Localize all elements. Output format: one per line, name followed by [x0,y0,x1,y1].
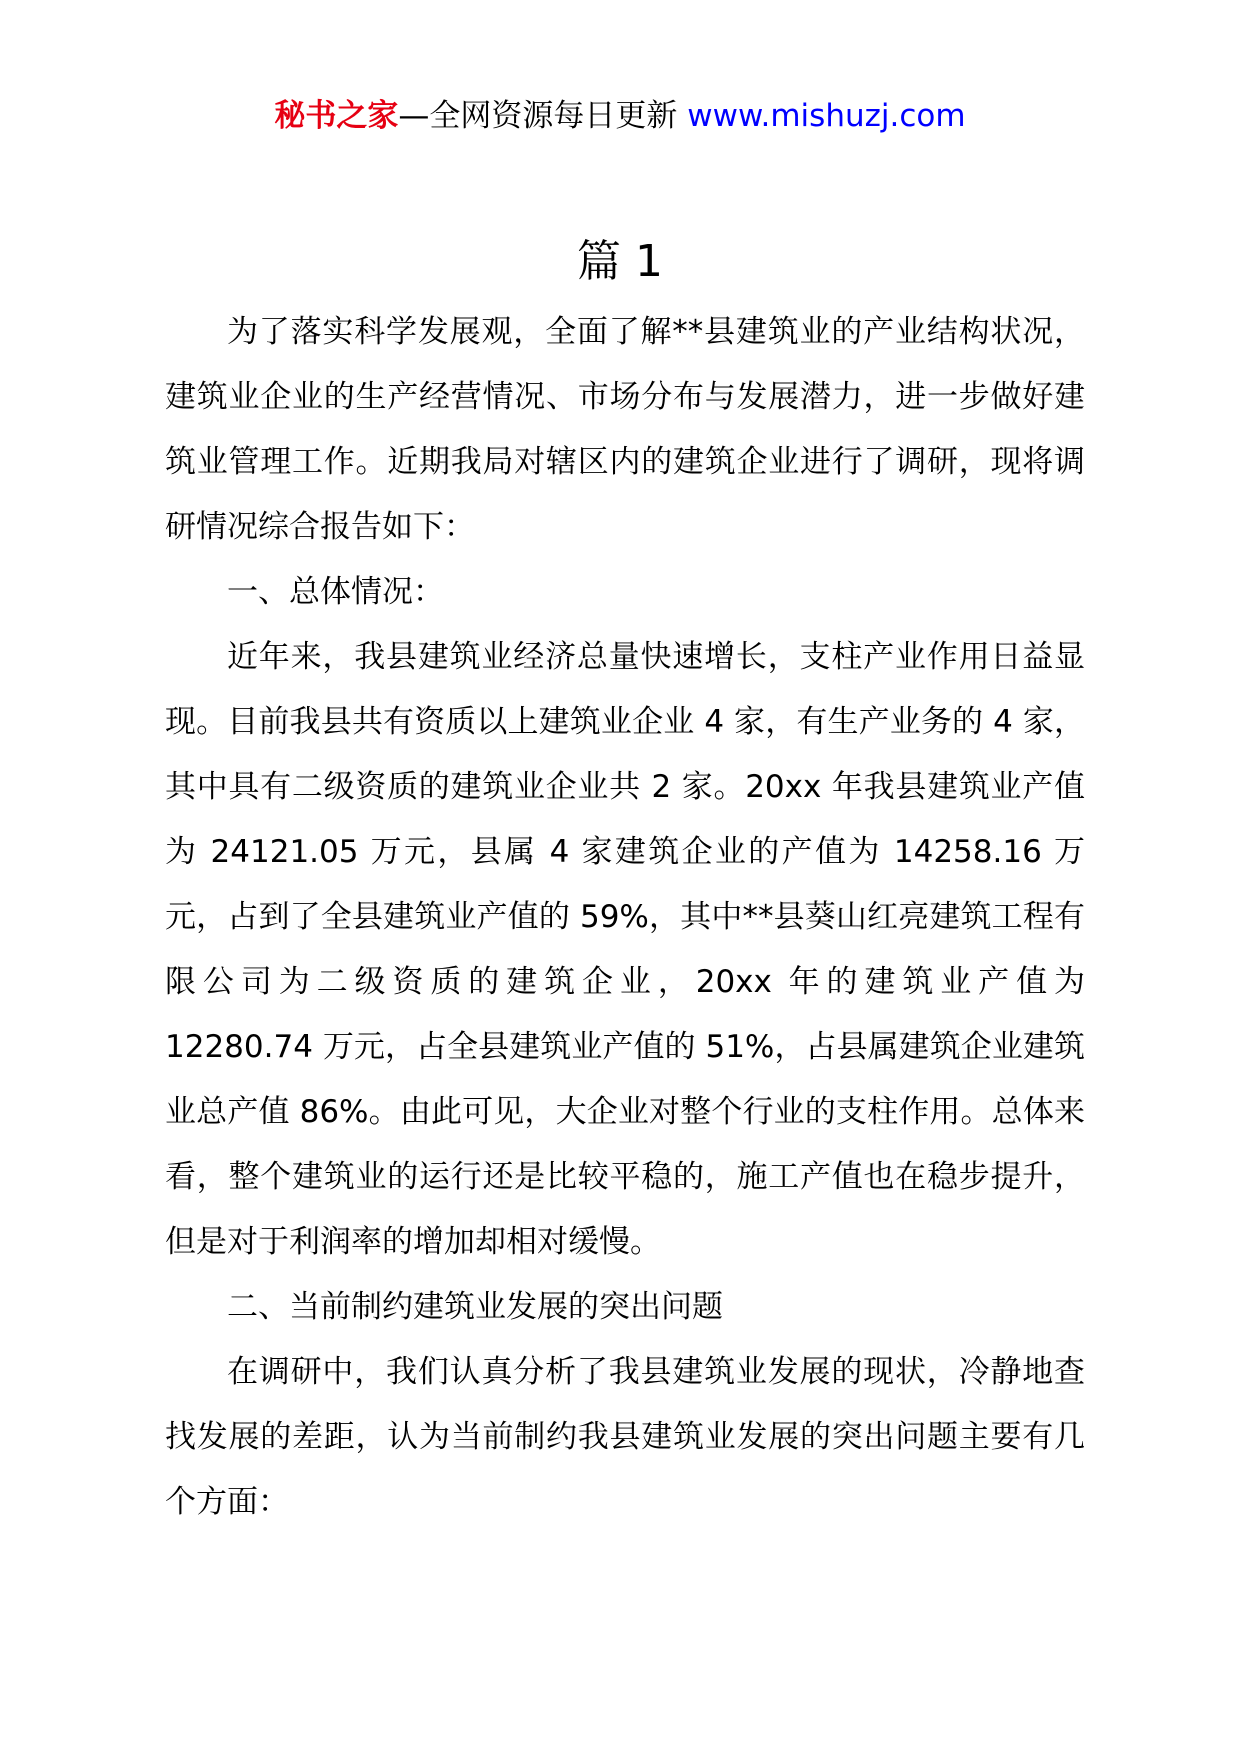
website-url: www.mishuzj.com [687,98,966,134]
problems-paragraph: 在调研中，我们认真分析了我县建筑业发展的现状，冷静地查找发展的差距，认为当前制约我县建筑业发展的突出问题主要有几个方面： [165,1354,1085,1520]
overview-paragraph: 近年来，我县建筑业经济总量快速增长，支柱产业作用日益显现。目前我县共有资质以上建筑业企业 4 家，有生产业务的 4 家，其中具有二级资质的建筑业企业共 2 家。20xx 年我县建筑业产值为 24121.05 万元，县属 4 家建筑企业的产值为 14258.16 万元，占到了全县建筑业产值的 59%，其中**县葵山红亮建筑工程有限公司为二级资质的建筑企业，20xx 年的建筑业产值为 12280.74 万元，占全县建筑业产值的 51%，占县属建筑企业建筑业总产值 86%。由此可见，大企业对整个行业的支柱作用。总体来看，整个建筑业的运行还是比较平稳的，施工产值也在稳步提升，但是对于利润率的增加却相对缓慢。 [165,639,1085,1260]
site-header [0,96,1240,136]
section-heading-problems: 二、当前制约建筑业发展的突出问题 [227,1289,723,1325]
document-body [165,300,1085,1535]
page-title: 篇 1 [577,236,663,287]
header-tagline: —全网资源每日更新 [398,98,688,134]
section-heading-overview: 一、总体情况： [227,574,444,610]
brand-name: 秘书之家 [274,98,399,134]
intro-paragraph: 为了落实科学发展观，全面了解**县建筑业的产业结构状况，建筑业企业的生产经营情况、市场分布与发展潜力，进一步做好建筑业管理工作。近期我局对辖区内的建筑企业进行了调研，现将调研情况综合报告如下： [165,314,1085,545]
